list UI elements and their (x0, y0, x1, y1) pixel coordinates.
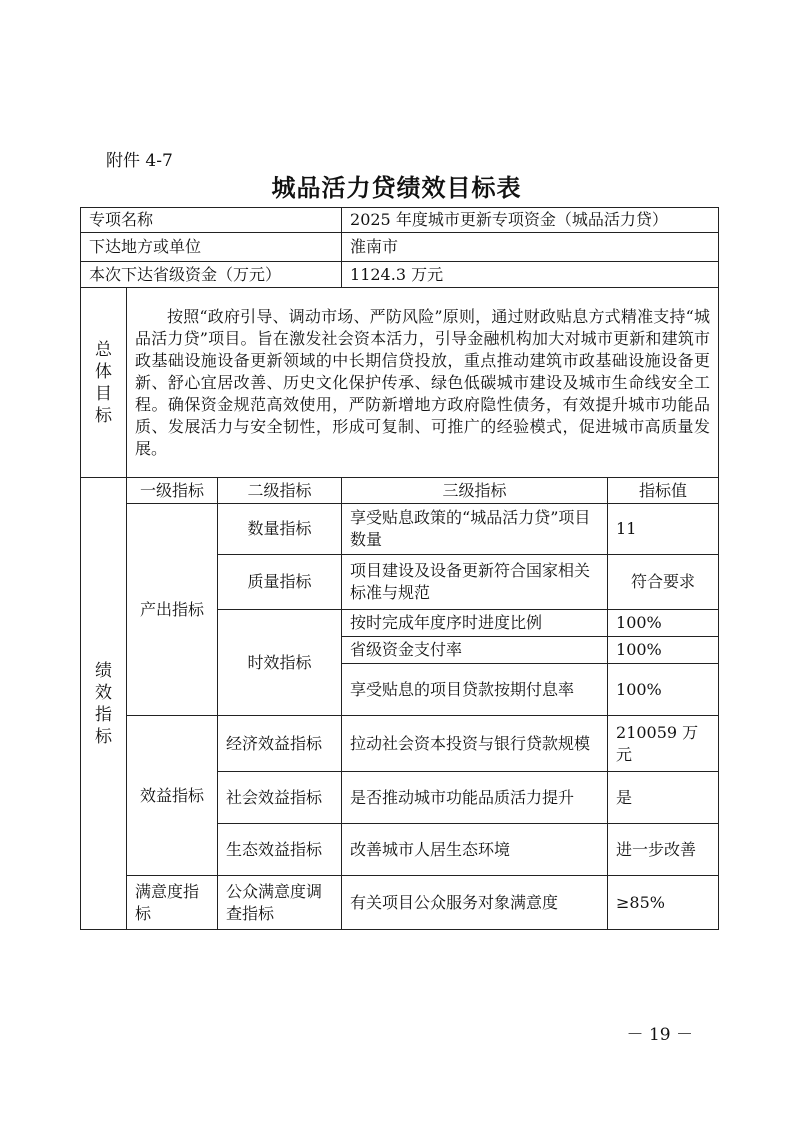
public-satisfaction-desc: 有关项目公众服务对象满意度 (342, 876, 608, 930)
timeliness-indicator-value: 100% (608, 664, 719, 716)
quantity-indicator-desc: 享受贴息政策的“城品活力贷”项目数量 (342, 504, 608, 555)
overall-target-text: 按照“政府引导、调动市场、严防风险”原则，通过财政贴息方式精准支持“城品活力贷”项目。旨在激发社会资本活力，引导金融机构加大对城市更新和建筑市政基础设施设备更新领域的中长期信贷投放，重点推动建筑市政基础设施设备更新、舒心宜居改善、历史文化保护传承、绿色低碳城市建设及城市生命线安全工程。确保资金规范高效使用，严防新增地方政府隐性债务，有效提升城市功能品质、发展活力与安全韧性，形成可复制、可推广的经验模式，促进城市高质量发展。 (127, 288, 719, 478)
funds-label: 本次下达省级资金（万元） (81, 262, 342, 288)
project-name-label: 专项名称 (81, 208, 342, 233)
quality-indicator-label: 质量指标 (218, 555, 342, 610)
funds-row (81, 262, 719, 288)
region-value: 淮南市 (342, 233, 719, 262)
page-number: － 19 － (626, 1025, 693, 1045)
quantity-indicator-label: 数量指标 (218, 504, 342, 555)
project-name-row (81, 208, 719, 233)
economic-indicator-desc: 拉动社会资本投资与银行贷款规模 (342, 716, 608, 772)
timeliness-indicator-value: 100% (608, 610, 719, 637)
timeliness-indicator-label: 时效指标 (218, 610, 342, 716)
ecological-indicator-label: 生态效益指标 (218, 824, 342, 876)
header-level3: 三级指标 (342, 478, 608, 504)
quantity-indicator-value: 11 (608, 504, 719, 555)
header-level2: 二级指标 (218, 478, 342, 504)
performance-target-table (80, 207, 719, 930)
timeliness-indicator-desc: 按时完成年度序时进度比例 (342, 610, 608, 637)
attachment-label: 附件 4-7 (106, 151, 173, 171)
social-indicator-value: 是 (608, 772, 719, 824)
social-indicator-label: 社会效益指标 (218, 772, 342, 824)
satisfaction-indicator-label: 满意度指标 (127, 876, 218, 930)
region-row (81, 233, 719, 262)
performance-indicator-label: 绩 效 指 标 (81, 478, 127, 930)
quality-indicator-value: 符合要求 (608, 555, 719, 610)
project-name-value: 2025 年度城市更新专项资金（城品活力贷） (342, 208, 719, 233)
economic-indicator-value: 210059 万元 (608, 716, 719, 772)
public-satisfaction-value: ≥85% (608, 876, 719, 930)
table-row (81, 716, 719, 772)
ecological-indicator-value: 进一步改善 (608, 824, 719, 876)
overall-target-row (81, 288, 719, 478)
region-label: 下达地方或单位 (81, 233, 342, 262)
table-row (81, 876, 719, 930)
indicator-header-row (81, 478, 719, 504)
economic-indicator-label: 经济效益指标 (218, 716, 342, 772)
ecological-indicator-desc: 改善城市人居生态环境 (342, 824, 608, 876)
social-indicator-desc: 是否推动城市功能品质活力提升 (342, 772, 608, 824)
header-level1: 一级指标 (127, 478, 218, 504)
overall-target-label: 总 体 目 标 (81, 288, 127, 478)
quality-indicator-desc: 项目建设及设备更新符合国家相关标准与规范 (342, 555, 608, 610)
header-value: 指标值 (608, 478, 719, 504)
timeliness-indicator-desc: 省级资金支付率 (342, 637, 608, 664)
timeliness-indicator-value: 100% (608, 637, 719, 664)
table-row (81, 504, 719, 555)
timeliness-indicator-desc: 享受贴息的项目贷款按期付息率 (342, 664, 608, 716)
benefit-indicator-label: 效益指标 (127, 716, 218, 876)
public-satisfaction-label: 公众满意度调查指标 (218, 876, 342, 930)
page-title: 城品活力贷绩效目标表 (271, 173, 522, 202)
funds-value: 1124.3 万元 (342, 262, 719, 288)
output-indicator-label: 产出指标 (127, 504, 218, 716)
